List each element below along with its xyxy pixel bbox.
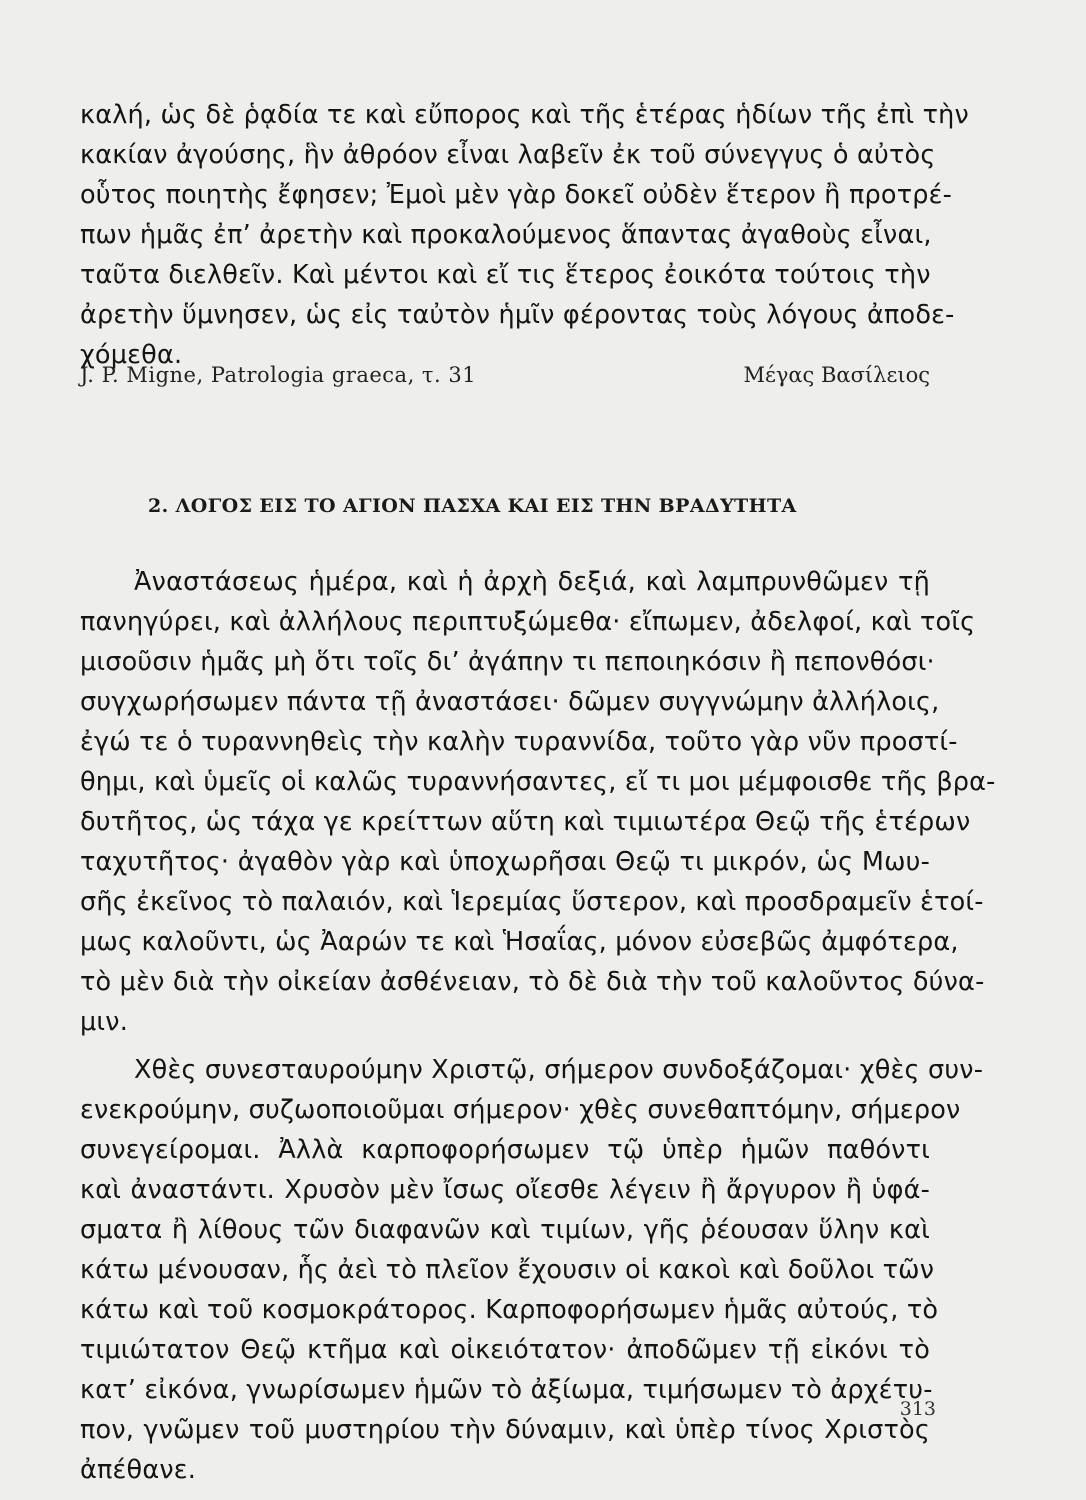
text-line: κάτω καὶ τοῦ κοσμοκράτορος. Καρποφορήσωμεν ἡμᾶς αὐτούς, τὸ	[80, 1295, 939, 1325]
text-line: Ἀναστάσεως ἡμέρα, καὶ ἡ ἀρχὴ δεξιά, καὶ λαμπρυνθῶμεν τῇ	[134, 567, 930, 597]
text-line: ἀπέθανε.	[80, 1455, 197, 1485]
text-line: καὶ ἀναστάντι. Χρυσὸν μὲν ἴσως οἴεσθε λέγειν ἢ ἄργυρον ἢ ὑφά-	[80, 1175, 930, 1205]
text-line: πανηγύρει, καὶ ἀλλήλους περιπτυξώμεθα· εἴπωμεν, ἀδελφοί, καὶ τοῖς	[80, 607, 976, 637]
text-line: ενεκρούμην, συζωοποιοῦμαι σήμερον· χθὲς συνεθαπτόμην, σήμερον	[80, 1095, 961, 1125]
text-line: κακίαν ἀγούσης, ἣν ἀθρόον εἶναι λαβεῖν ἐκ τοῦ σύνεγγυς ὁ αὐτὸς	[80, 140, 936, 170]
citation	[80, 363, 930, 393]
text-line: συνεγείρομαι. Ἀλλὰ καρποφορήσωμεν τῷ ὑπὲρ ἡμῶν παθόντι	[80, 1135, 930, 1165]
text-line: κάτω μένουσαν, ἧς ἀεὶ τὸ πλεῖον ἔχουσιν οἱ κακοὶ καὶ δοῦλοι τῶν	[80, 1255, 935, 1285]
text-line: ταχυτῆτος· ἀγαθὸν γὰρ καὶ ὑποχωρῆσαι Θεῷ τι μικρόν, ὡς Μωυ-	[80, 847, 930, 877]
text-line: κατ’ εἰκόνα, γνωρίσωμεν ἡμῶν τὸ ἀξίωμα, τιμήσωμεν τὸ ἀρχέτυ-	[80, 1375, 933, 1405]
text-line: πον, γνῶμεν τοῦ μυστηρίου τὴν δύναμιν, καὶ ὑπὲρ τίνος Χριστὸς	[80, 1415, 930, 1445]
text-line: μισοῦσιν ἡμᾶς μὴ ὅτι τοῖς δι’ ἀγάπην τι πεποιηκόσιν ἢ πεπονθόσι·	[80, 647, 935, 677]
text-line: δυτῆτος, ὡς τάχα γε κρείττων αὕτη καὶ τιμιωτέρα Θεῷ τῆς ἑτέρων	[80, 807, 971, 837]
text-line: τιμιώτατον Θεῷ κτῆμα καὶ οἰκειότατον· ἀποδῶμεν τῇ εἰκόνι τὸ	[80, 1335, 930, 1365]
text-line: μως καλοῦντι, ὡς Ἀαρών τε καὶ Ἡσαΐας, μόνον εὐσεβῶς ἀμφότερα,	[80, 927, 959, 957]
page-number: 313	[899, 1398, 936, 1420]
text-line: Χθὲς συνεσταυρούμην Χριστῷ, σήμερον συνδοξάζομαι· χθὲς συν-	[134, 1055, 984, 1085]
section-heading: 2. ΛΟΓΟΣ ΕΙΣ ΤΟ ΑΓΙΟΝ ΠΑΣΧΑ ΚΑΙ ΕΙΣ ΤΗΝ ΒΡΑΔΥΤΗΤΑ	[148, 495, 797, 517]
text-line: σῆς ἐκεῖνος τὸ παλαιόν, καὶ Ἱερεμίας ὕστερον, καὶ προσδραμεῖν ἑτοί-	[80, 887, 984, 917]
citation-source: J. P. Migne, Patrologia graeca, τ. 31	[80, 363, 477, 387]
text-line: καλή, ὡς δὲ ῥᾳδία τε καὶ εὔπορος καὶ τῆς ἑτέρας ἡδίων τῆς ἐπὶ τὴν	[80, 100, 969, 130]
text-line: ἀρετὴν ὕμνησεν, ὡς εἰς ταὐτὸν ἡμῖν φέροντας τοὺς λόγους ἀποδε-	[80, 300, 955, 330]
text-line: θημι, καὶ ὑμεῖς οἱ καλῶς τυραννήσαντες, εἴ τι μοι μέμφοισθε τῆς βρα-	[80, 767, 996, 797]
text-line: μιν.	[80, 1007, 129, 1037]
text-line: χόμεθα.	[80, 340, 183, 370]
text-line: οὗτος ποιητὴς ἔφησεν; Ἐμοὶ μὲν γὰρ δοκεῖ οὐδὲν ἕτερον ἢ προτρέ-	[80, 180, 953, 210]
text-line: συγχωρήσωμεν πάντα τῇ ἀναστάσει· δῶμεν συγγνώμην ἀλλήλοις,	[80, 687, 940, 717]
text-line: ταῦτα διελθεῖν. Καὶ μέντοι καὶ εἴ τις ἕτερος ἐοικότα τούτοις τὴν	[80, 260, 931, 290]
citation-author: Μέγας Βασίλειος	[743, 363, 930, 387]
text-line: πων ἡμᾶς ἐπ’ ἀρετὴν καὶ προκαλούμενος ἅπαντας ἀγαθοὺς εἶναι,	[80, 220, 932, 250]
text-line: ἐγώ τε ὁ τυραννηθεὶς τὴν καλὴν τυραννίδα, τοῦτο γὰρ νῦν προστί-	[80, 727, 958, 757]
text-line: σματα ἢ λίθους τῶν διαφανῶν καὶ τιμίων, γῆς ῥέουσαν ὕλην καὶ	[80, 1215, 930, 1245]
text-line: τὸ μὲν διὰ τὴν οἰκείαν ἀσθένειαν, τὸ δὲ διὰ τὴν τοῦ καλοῦντος δύνα-	[80, 967, 985, 997]
